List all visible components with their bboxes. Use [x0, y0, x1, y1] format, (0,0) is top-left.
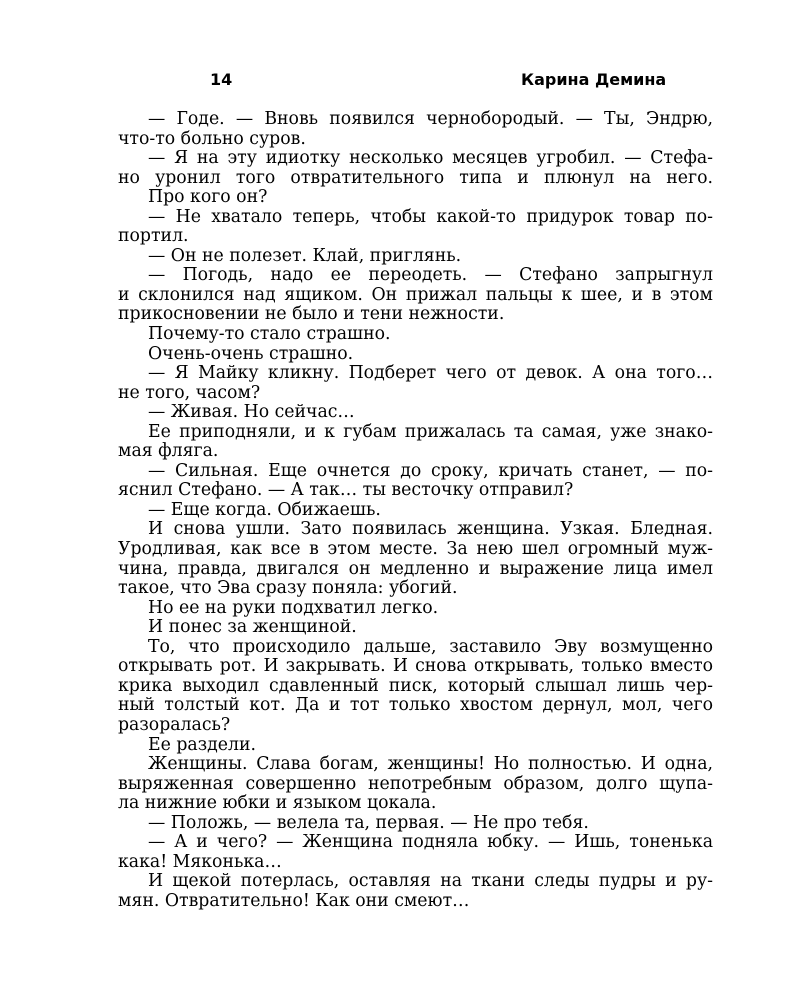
text-line: — Живая. Но сейчас…	[148, 402, 355, 423]
text-line: кака! Мяконька…	[118, 851, 282, 872]
text-line: Почему-то стало страшно.	[148, 324, 391, 345]
text-line: чина, правда, двигался он медленно и выражение лица имел	[118, 558, 713, 579]
text-line: Ее приподняли, и к губам прижалась та самая, уже знако-	[148, 421, 713, 442]
text-line: ла нижние юбки и языком цокала.	[118, 793, 437, 814]
text-line: И понес за женщиной.	[148, 617, 357, 638]
text-line: — Не хватало теперь, чтобы какой-то придурок товар по-	[148, 206, 713, 227]
text-line: — Положь, — велела та, первая. — Не про тебя.	[148, 812, 589, 833]
running-title: Карина Демина	[521, 70, 667, 89]
text-line: портил.	[118, 226, 189, 247]
text-line: мая фляга.	[118, 441, 219, 462]
text-line: — Годе. — Вновь появился чернобородый. — Ты, Эндрю,	[148, 109, 713, 129]
page-number: 14	[210, 70, 233, 89]
text-line: Уродливая, как все в этом месте. За нею шел огромный муж-	[118, 539, 713, 560]
text-line: разоралась?	[118, 714, 231, 735]
text-line: Но ее на руки подхватил легко.	[148, 597, 439, 618]
text-line: И снова ушли. Зато появилась женщина. Узкая. Бледная.	[148, 519, 713, 540]
text-line: яснил Стефано. — А так… ты весточку отправил?	[118, 480, 574, 501]
text-line: и склонился над ящиком. Он прижал пальцы к шее, и в этом	[118, 284, 713, 305]
text-line: — Сильная. Еще очнется до сроку, кричать станет, — по-	[148, 460, 713, 481]
text-line: Женщины. Слава богам, женщины! Но полностью. И одна,	[148, 754, 713, 775]
text-line: крика выходил сдавленный писк, который слышал лишь чер-	[118, 675, 713, 696]
text-line: Очень-очень страшно.	[148, 343, 354, 364]
text-line: — Я на эту идиотку несколько месяцев угробил. — Стефа-	[148, 148, 713, 169]
text-line: И щекой потерлась, оставляя на ткани следы пудры и ру-	[148, 871, 713, 892]
body-text	[118, 110, 713, 911]
text-line: — Я Майку кликну. Подберет чего от девок. А она того…	[148, 363, 713, 384]
text-line: Ее раздели.	[148, 734, 256, 755]
text-line: — Погодь, надо ее переодеть. — Стефано запрыгнул	[148, 265, 713, 286]
text-line: — А и чего? — Женщина подняла юбку. — Ишь, тоненька	[148, 832, 713, 853]
text-line: такое, что Эва сразу поняла: убогий.	[118, 578, 458, 599]
text-line: прикосновении не было и тени нежности.	[118, 304, 505, 325]
text-line: ный толстый кот. Да и тот только хвостом дернул, мол, чего	[118, 695, 713, 716]
page-header	[118, 70, 713, 96]
text-line: открывать рот. И закрывать. И снова открывать, только вместо	[118, 656, 713, 677]
text-line: Про кого он?	[148, 187, 268, 208]
text-line: выряженная совершенно непотребным образом, долго щупа-	[118, 773, 713, 794]
text-line: не того, часом?	[118, 382, 261, 403]
text-line: — Он не полезет. Клай, приглянь.	[148, 245, 462, 266]
text-line: мян. Отвратительно! Как они смеют…	[118, 890, 470, 911]
text-line: То, что происходило дальше, заставило Эву возмущенно	[148, 636, 713, 657]
text-line: но уронил того отвратительного типа и плюнул на него.	[118, 167, 713, 188]
text-line: что-то больно суров.	[118, 128, 306, 149]
text-line: — Еще когда. Обижаешь.	[148, 499, 381, 520]
